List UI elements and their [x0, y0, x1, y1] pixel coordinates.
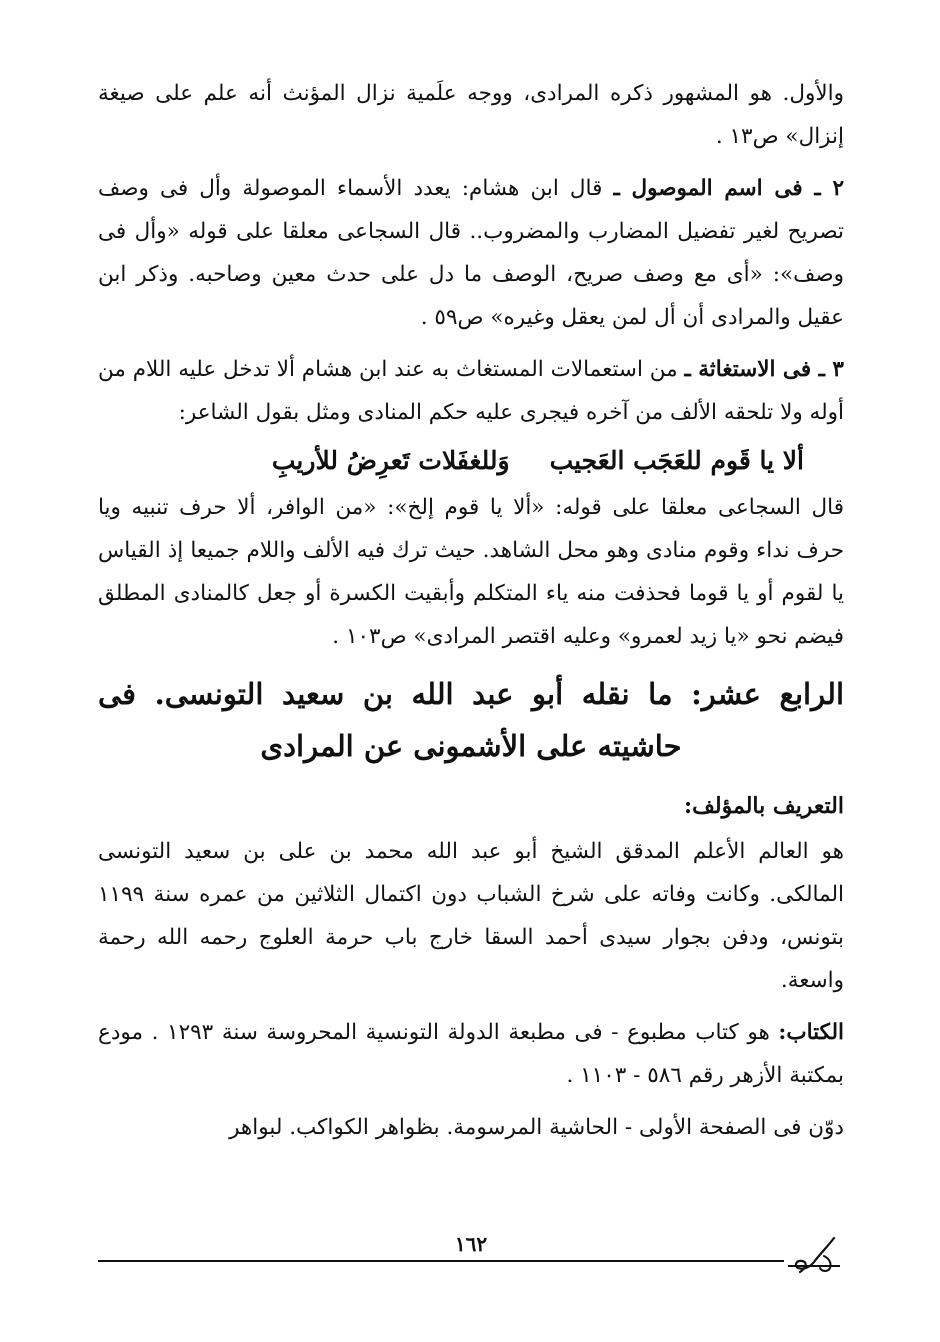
page-footer: [98, 1232, 844, 1282]
paragraph-author: هو العالم الأعلم المدقق الشيخ أبو عبد الله محمد بن على بن سعيد التونسى المالكى. وكانت وفاته على شرخ الشباب دون اكتمال الثلاثين من عمره سنة ١١٩٩ بتونس، ودفن بجوار سيدى أحمد السقا خارج باب حرمة العلوج رحمه الله رحمة واسعة.: [98, 839, 844, 993]
paragraph-relative-noun-body: قال ابن هشام: يعدد الأسماء الموصولة وأل فى وصف تصريح لغير تفضيل المضارب والمضروب.. قال السجاعى معلقا على قوله «وأل فى وصف»: «أى مع وصف صريح، الوصف ما دل على حدث معين وصاحبه. وذكر ابن عقيل والمرادى أن أل لمن يعقل وغيره» ص٥٩ .: [98, 176, 844, 330]
paragraph-relative-noun-lead: ٢ ـ فى اسم الموصول ـ: [613, 176, 844, 201]
paragraph-intro: والأول. هو المشهور ذكره المرادى، ووجه علَمية نزال المؤنث أنه علم على صيغة إنزال» ص١٣ .: [98, 81, 844, 149]
poetry-verse: [98, 438, 844, 484]
paragraph-istighatha: [98, 348, 844, 434]
paragraph-sajai-commentary: قال السجاعى معلقا على قوله: «ألا يا قوم إلخ»: «من الوافر، ألا حرف تنبيه ويا حرف نداء وقوم منادى وهو محل الشاهد. حيث ترك فيه الألف واللام جميعا إذ القياس يا لقوم أو يا قوما فحذفت منه ياء المتكلم وأبقيت الكسرة أو جعل كالمنادى المطلق فيضم نحو «يا زيد لعمرو» وعليه اقتصر المرادى» ص١٠٣ .: [98, 495, 844, 649]
book-label: الكتاب:: [778, 1020, 845, 1045]
footer-rule: [98, 1260, 784, 1262]
verse-first-hemistich: ألا يا قَوم للعَجَب العَجيب: [549, 446, 804, 475]
paragraph-relative-noun: [98, 167, 844, 339]
signature-mark-icon: [784, 1232, 844, 1280]
paragraph-book: [98, 1011, 844, 1097]
verse-second-hemistich: وَللغفَلات تَعرِضُ للأريبِ: [271, 446, 510, 475]
paragraph-istighatha-body: من استعمالات المستغاث به عند ابن هشام ألا تدخل عليه اللام من أوله ولا تلحقه الألف من آخره فيجرى عليه حكم المنادى ومثل بقول الشاعر:: [98, 357, 844, 425]
book-text: هو كتاب مطبوع - فى مطبعة الدولة التونسية المحروسة سنة ١٢٩٣ . مودع بمكتبة الأزهر رقم ٥٨٦ - ١١٠٣ .: [98, 1020, 844, 1088]
author-subheading: التعريف بالمؤلف:: [684, 793, 844, 819]
page-number: ١٦٢: [454, 1232, 488, 1256]
section-heading: الرابع عشر: ما نقله أبو عبد الله بن سعيد التونسى. فى حاشيته على الأشمونى عن المرادى: [98, 677, 844, 763]
paragraph-istighatha-lead: ٣ ـ فى الاستغاثة ـ: [684, 357, 844, 382]
paragraph-last: دوّن فى الصفحة الأولى - الحاشية المرسومة. بظواهر الكواكب. لبواهر: [229, 1115, 844, 1140]
